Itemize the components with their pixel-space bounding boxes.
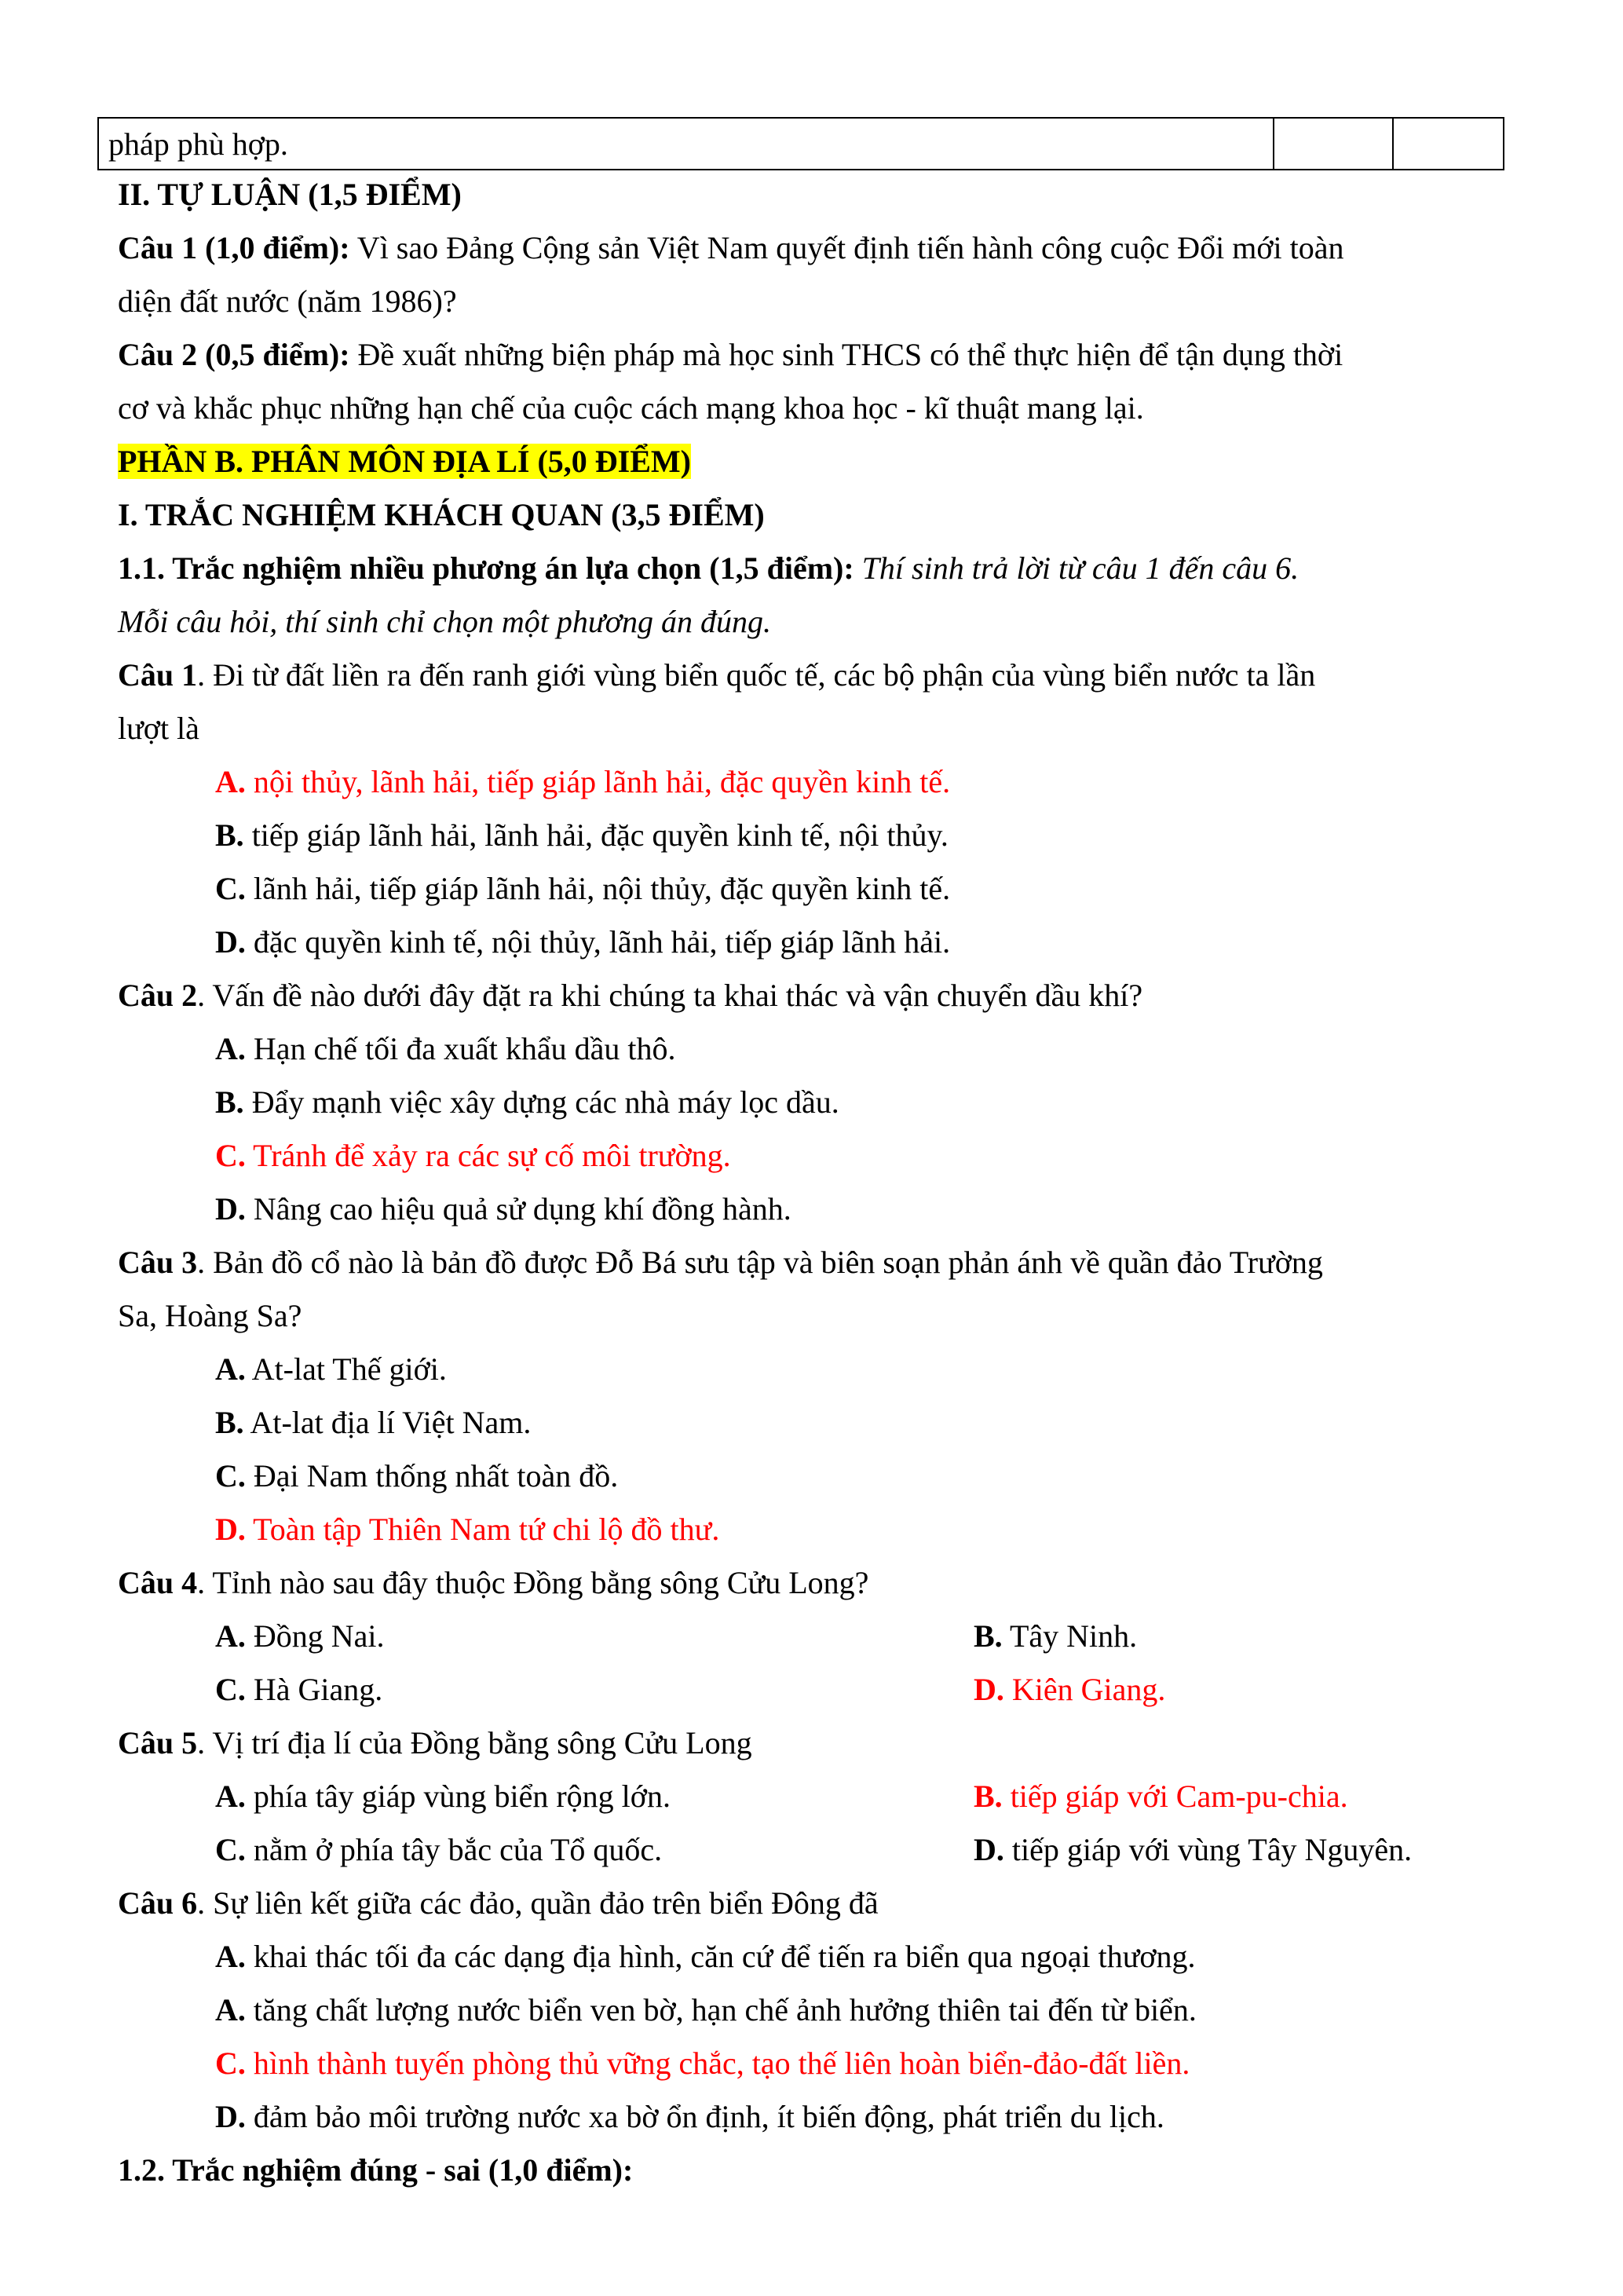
option	[215, 1776, 671, 1817]
option-letter: D.	[215, 1191, 246, 1227]
option-letter: A.	[215, 764, 246, 799]
option-text: phía tây giáp vùng biển rộng lớn.	[245, 1779, 671, 1814]
question-1	[118, 655, 1315, 696]
question-text: Đề xuất những biện pháp mà học sinh THCS có thể thực hiện để tận dụng thời	[349, 337, 1343, 372]
option-text: nội thủy, lãnh hải, tiếp giáp lãnh hải, đặc quyền kinh tế.	[245, 764, 951, 799]
option-letter: C.	[215, 2046, 246, 2081]
option-text: tiếp giáp lãnh hải, lãnh hải, đặc quyền kinh tế, nội thủy.	[243, 817, 949, 853]
question-label: Câu 2	[118, 978, 198, 1013]
question-text: . Vị trí địa lí của Đồng bằng sông Cửu Long	[197, 1725, 752, 1760]
option	[215, 922, 950, 963]
option-text: Đồng Nai.	[245, 1618, 385, 1654]
question-3	[118, 1242, 1323, 1283]
question-text: . Bản đồ cổ nào là bản đồ được Đỗ Bá sưu tập và biên soạn phản ánh về quần đảo Trường	[197, 1245, 1323, 1280]
option-text: lãnh hải, tiếp giáp lãnh hải, nội thủy, đặc quyền kinh tế.	[245, 871, 951, 906]
option-letter: D.	[974, 1832, 1004, 1867]
option-text: Tránh để xảy ra các sự cố môi trường.	[245, 1138, 731, 1173]
option-letter: A.	[215, 1618, 246, 1654]
option-letter: C.	[215, 1832, 246, 1867]
option-correct	[215, 762, 950, 803]
text-line: diện đất nước (năm 1986)?	[118, 283, 457, 319]
option-text: khai thác tối đa các dạng địa hình, căn cứ để tiến ra biển qua ngoại thương.	[245, 1939, 1196, 1974]
option-correct	[215, 2043, 1190, 2084]
option-letter: B.	[974, 1779, 1003, 1814]
option-text: At-lat Thế giới.	[245, 1351, 447, 1387]
option-letter: B.	[974, 1618, 1003, 1654]
essay-question-1	[118, 228, 1344, 269]
option	[215, 1616, 385, 1657]
table-cell-text: pháp phù hợp.	[98, 118, 1274, 170]
option-letter: A.	[215, 1992, 246, 2027]
option-letter: C.	[215, 1458, 246, 1493]
option-correct	[215, 1135, 731, 1176]
option-letter: D.	[215, 2099, 246, 2134]
question-6	[118, 1883, 879, 1924]
option	[215, 815, 949, 856]
option-text: At-lat địa lí Việt Nam.	[243, 1405, 532, 1440]
option-correct	[974, 1776, 1348, 1817]
question-label: Câu 4	[118, 1565, 198, 1600]
option-text: đảm bảo môi trường nước xa bờ ổn định, ít biến động, phát triển du lịch.	[245, 2099, 1164, 2134]
option-letter: C.	[215, 871, 246, 906]
option-letter: B.	[215, 817, 244, 853]
option-text: tiếp giáp với Cam-pu-chia.	[1002, 1779, 1348, 1814]
option	[215, 1402, 531, 1443]
subsection-heading	[118, 548, 1299, 589]
question-label: Câu 6	[118, 1885, 198, 1921]
question-5	[118, 1723, 752, 1764]
part-b-heading	[118, 441, 691, 482]
option	[974, 1830, 1412, 1870]
option	[215, 1082, 839, 1123]
question-text: . Tỉnh nào sau đây thuộc Đồng bằng sông Cửu Long?	[197, 1565, 869, 1600]
question-text: . Vấn đề nào dưới đây đặt ra khi chúng ta khai thác và vận chuyển dầu khí?	[197, 978, 1143, 1013]
option-correct	[974, 1669, 1165, 1710]
option-correct	[215, 1509, 719, 1550]
option-text: Hạn chế tối đa xuất khẩu dầu thô.	[245, 1031, 676, 1066]
option-text: nằm ở phía tây bắc của Tổ quốc.	[245, 1832, 663, 1867]
highlighted-heading: PHẦN B. PHÂN MÔN ĐỊA LÍ (5,0 ĐIỂM)	[118, 444, 691, 479]
option	[215, 1029, 676, 1069]
option	[215, 1189, 791, 1230]
option-letter: A.	[215, 1939, 246, 1974]
option-letter: A.	[215, 1031, 246, 1066]
option-letter: D.	[974, 1672, 1004, 1707]
option-text: Đại Nam thống nhất toàn đồ.	[245, 1458, 619, 1493]
option-text: Tây Ninh.	[1002, 1618, 1138, 1654]
option-letter: D.	[215, 1512, 246, 1547]
option	[215, 1456, 618, 1497]
option	[215, 1936, 1196, 1977]
option-text: Toàn tập Thiên Nam tứ chi lộ đồ thư.	[245, 1512, 720, 1547]
option-letter: B.	[215, 1084, 244, 1120]
option-text: Hà Giang.	[245, 1672, 383, 1707]
instruction-text: Mỗi câu hỏi, thí sinh chỉ chọn một phương án đúng.	[118, 604, 771, 639]
option-letter: A.	[215, 1351, 246, 1387]
question-label: Câu 2 (0,5 điểm):	[118, 337, 350, 372]
instruction-text: Thí sinh trả lời từ câu 1 đến câu 6.	[854, 550, 1299, 586]
text-line: Sa, Hoàng Sa?	[118, 1298, 302, 1333]
question-text: . Đi từ đất liền ra đến ranh giới vùng biển quốc tế, các bộ phận của vùng biển nước ta lần	[197, 657, 1316, 693]
question-text: Vì sao Đảng Cộng sản Việt Nam quyết định tiến hành công cuộc Đổi mới toàn	[349, 230, 1344, 265]
subsection-label: 1.1. Trắc nghiệm nhiều phương án lựa chọn (1,5 điểm):	[118, 550, 854, 586]
option-letter: C.	[215, 1672, 246, 1707]
option-text: tăng chất lượng nước biển ven bờ, hạn chế ảnh hưởng thiên tai đến từ biển.	[245, 1992, 1197, 2027]
table-cell-empty	[1393, 118, 1504, 170]
option	[215, 1990, 1197, 2031]
section-heading-mcq: I. TRẮC NGHIỆM KHÁCH QUAN (3,5 ĐIỂM)	[118, 497, 765, 532]
question-label: Câu 5	[118, 1725, 198, 1760]
option-text: Đẩy mạnh việc xây dựng các nhà máy lọc dầu.	[243, 1084, 839, 1120]
text-line: cơ và khắc phục những hạn chế của cuộc cách mạng khoa học - kĩ thuật mang lại.	[118, 390, 1144, 426]
section-heading-essay: II. TỰ LUẬN (1,5 ĐIỂM)	[118, 177, 462, 212]
table-row	[98, 118, 1504, 170]
option-text: hình thành tuyến phòng thủ vững chắc, tạo thế liên hoàn biển-đảo-đất liền.	[245, 2046, 1190, 2081]
option-letter: C.	[215, 1138, 246, 1173]
option-text: Kiên Giang.	[1003, 1672, 1166, 1707]
question-4	[118, 1563, 868, 1603]
option-text: tiếp giáp với vùng Tây Nguyên.	[1003, 1832, 1413, 1867]
subsection-heading-true-false: 1.2. Trắc nghiệm đúng - sai (1,0 điểm):	[118, 2152, 634, 2188]
option-text: đặc quyền kinh tế, nội thủy, lãnh hải, tiếp giáp lãnh hải.	[245, 924, 951, 960]
option-text: Nâng cao hiệu quả sử dụng khí đồng hành.	[245, 1191, 791, 1227]
option	[215, 1349, 447, 1390]
option-letter: D.	[215, 924, 246, 960]
option-letter: B.	[215, 1405, 244, 1440]
option	[215, 2097, 1164, 2137]
table-cell-empty	[1274, 118, 1392, 170]
option	[215, 1669, 382, 1710]
option	[215, 868, 950, 909]
question-label: Câu 1	[118, 657, 198, 693]
answer-table-row	[97, 117, 1504, 170]
essay-question-2	[118, 335, 1343, 375]
question-text: . Sự liên kết giữa các đảo, quần đảo trên biển Đông đã	[197, 1885, 879, 1921]
question-label: Câu 1 (1,0 điểm):	[118, 230, 350, 265]
option	[974, 1616, 1137, 1657]
question-label: Câu 3	[118, 1245, 198, 1280]
option	[215, 1830, 662, 1870]
question-2	[118, 975, 1142, 1016]
text-line: lượt là	[118, 711, 199, 746]
option-letter: A.	[215, 1779, 246, 1814]
